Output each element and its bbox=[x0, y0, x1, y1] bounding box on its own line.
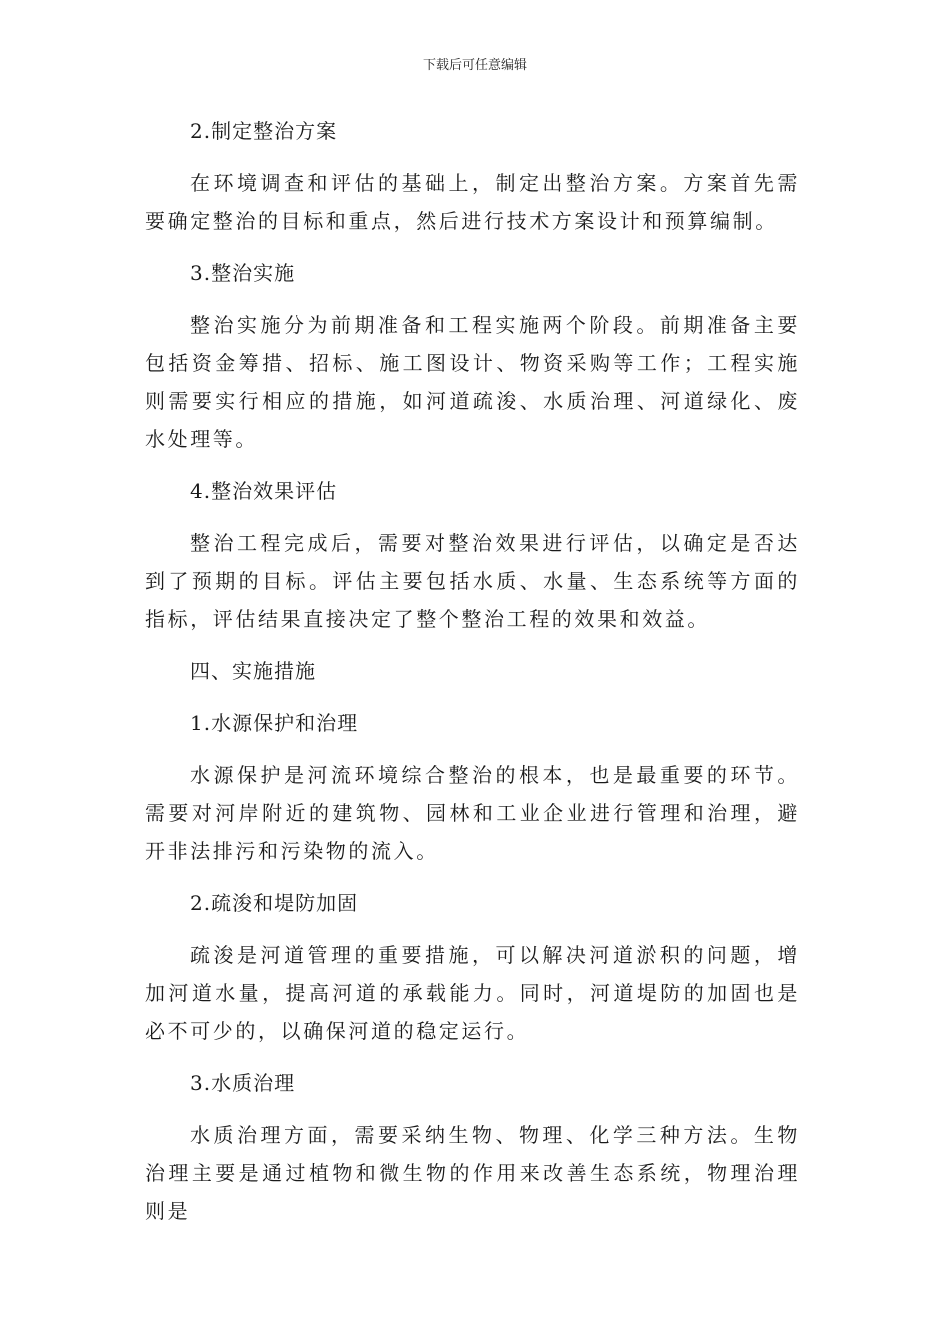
section-heading-dredging: 2.疏浚和堤防加固 bbox=[190, 891, 359, 915]
section-heading-evaluation: 4.整治效果评估 bbox=[190, 479, 338, 503]
section-heading-implementation: 3.整治实施 bbox=[190, 261, 296, 285]
paragraph-water-quality: 水质治理方面，需要采纳生物、物理、化学三种方法。生物治理主要是通过植物和微生物的作用来改善生态系统，物理治理则是 bbox=[145, 1123, 800, 1223]
paragraph-evaluation: 整治工程完成后，需要对整治效果进行评估，以确定是否达到了预期的目标。评估主要包括水质、水量、生态系统等方面的指标，评估结果直接决定了整个整治工程的效果和效益。 bbox=[145, 531, 800, 631]
paragraph-implementation: 整治实施分为前期准备和工程实施两个阶段。前期准备主要包括资金筹措、招标、施工图设计、物资采购等工作；工程实施则需要实行相应的措施，如河道疏浚、水质治理、河道绿化、废水处理等。 bbox=[145, 313, 800, 451]
paragraph-plan: 在环境调查和评估的基础上，制定出整治方案。方案首先需要确定整治的目标和重点，然后进行技术方案设计和预算编制。 bbox=[145, 171, 800, 233]
section-heading-water-quality: 3.水质治理 bbox=[190, 1071, 296, 1095]
paragraph-dredging: 疏浚是河道管理的重要措施，可以解决河道淤积的问题，增加河道水量，提高河道的承载能力。同时，河道堤防的加固也是必不可少的，以确保河道的稳定运行。 bbox=[145, 943, 800, 1043]
section-heading-water-source: 1.水源保护和治理 bbox=[190, 711, 359, 735]
document-body bbox=[145, 112, 800, 1244]
section-heading-plan: 2.制定整治方案 bbox=[190, 119, 338, 143]
chapter-heading-measures: 四、实施措施 bbox=[190, 659, 316, 683]
paragraph-water-source: 水源保护是河流环境综合整治的根本，也是最重要的环节。需要对河岸附近的建筑物、园林和工业企业进行管理和治理，避开非法排污和污染物的流入。 bbox=[145, 763, 800, 863]
page-header: 下载后可任意编辑 bbox=[422, 58, 527, 73]
